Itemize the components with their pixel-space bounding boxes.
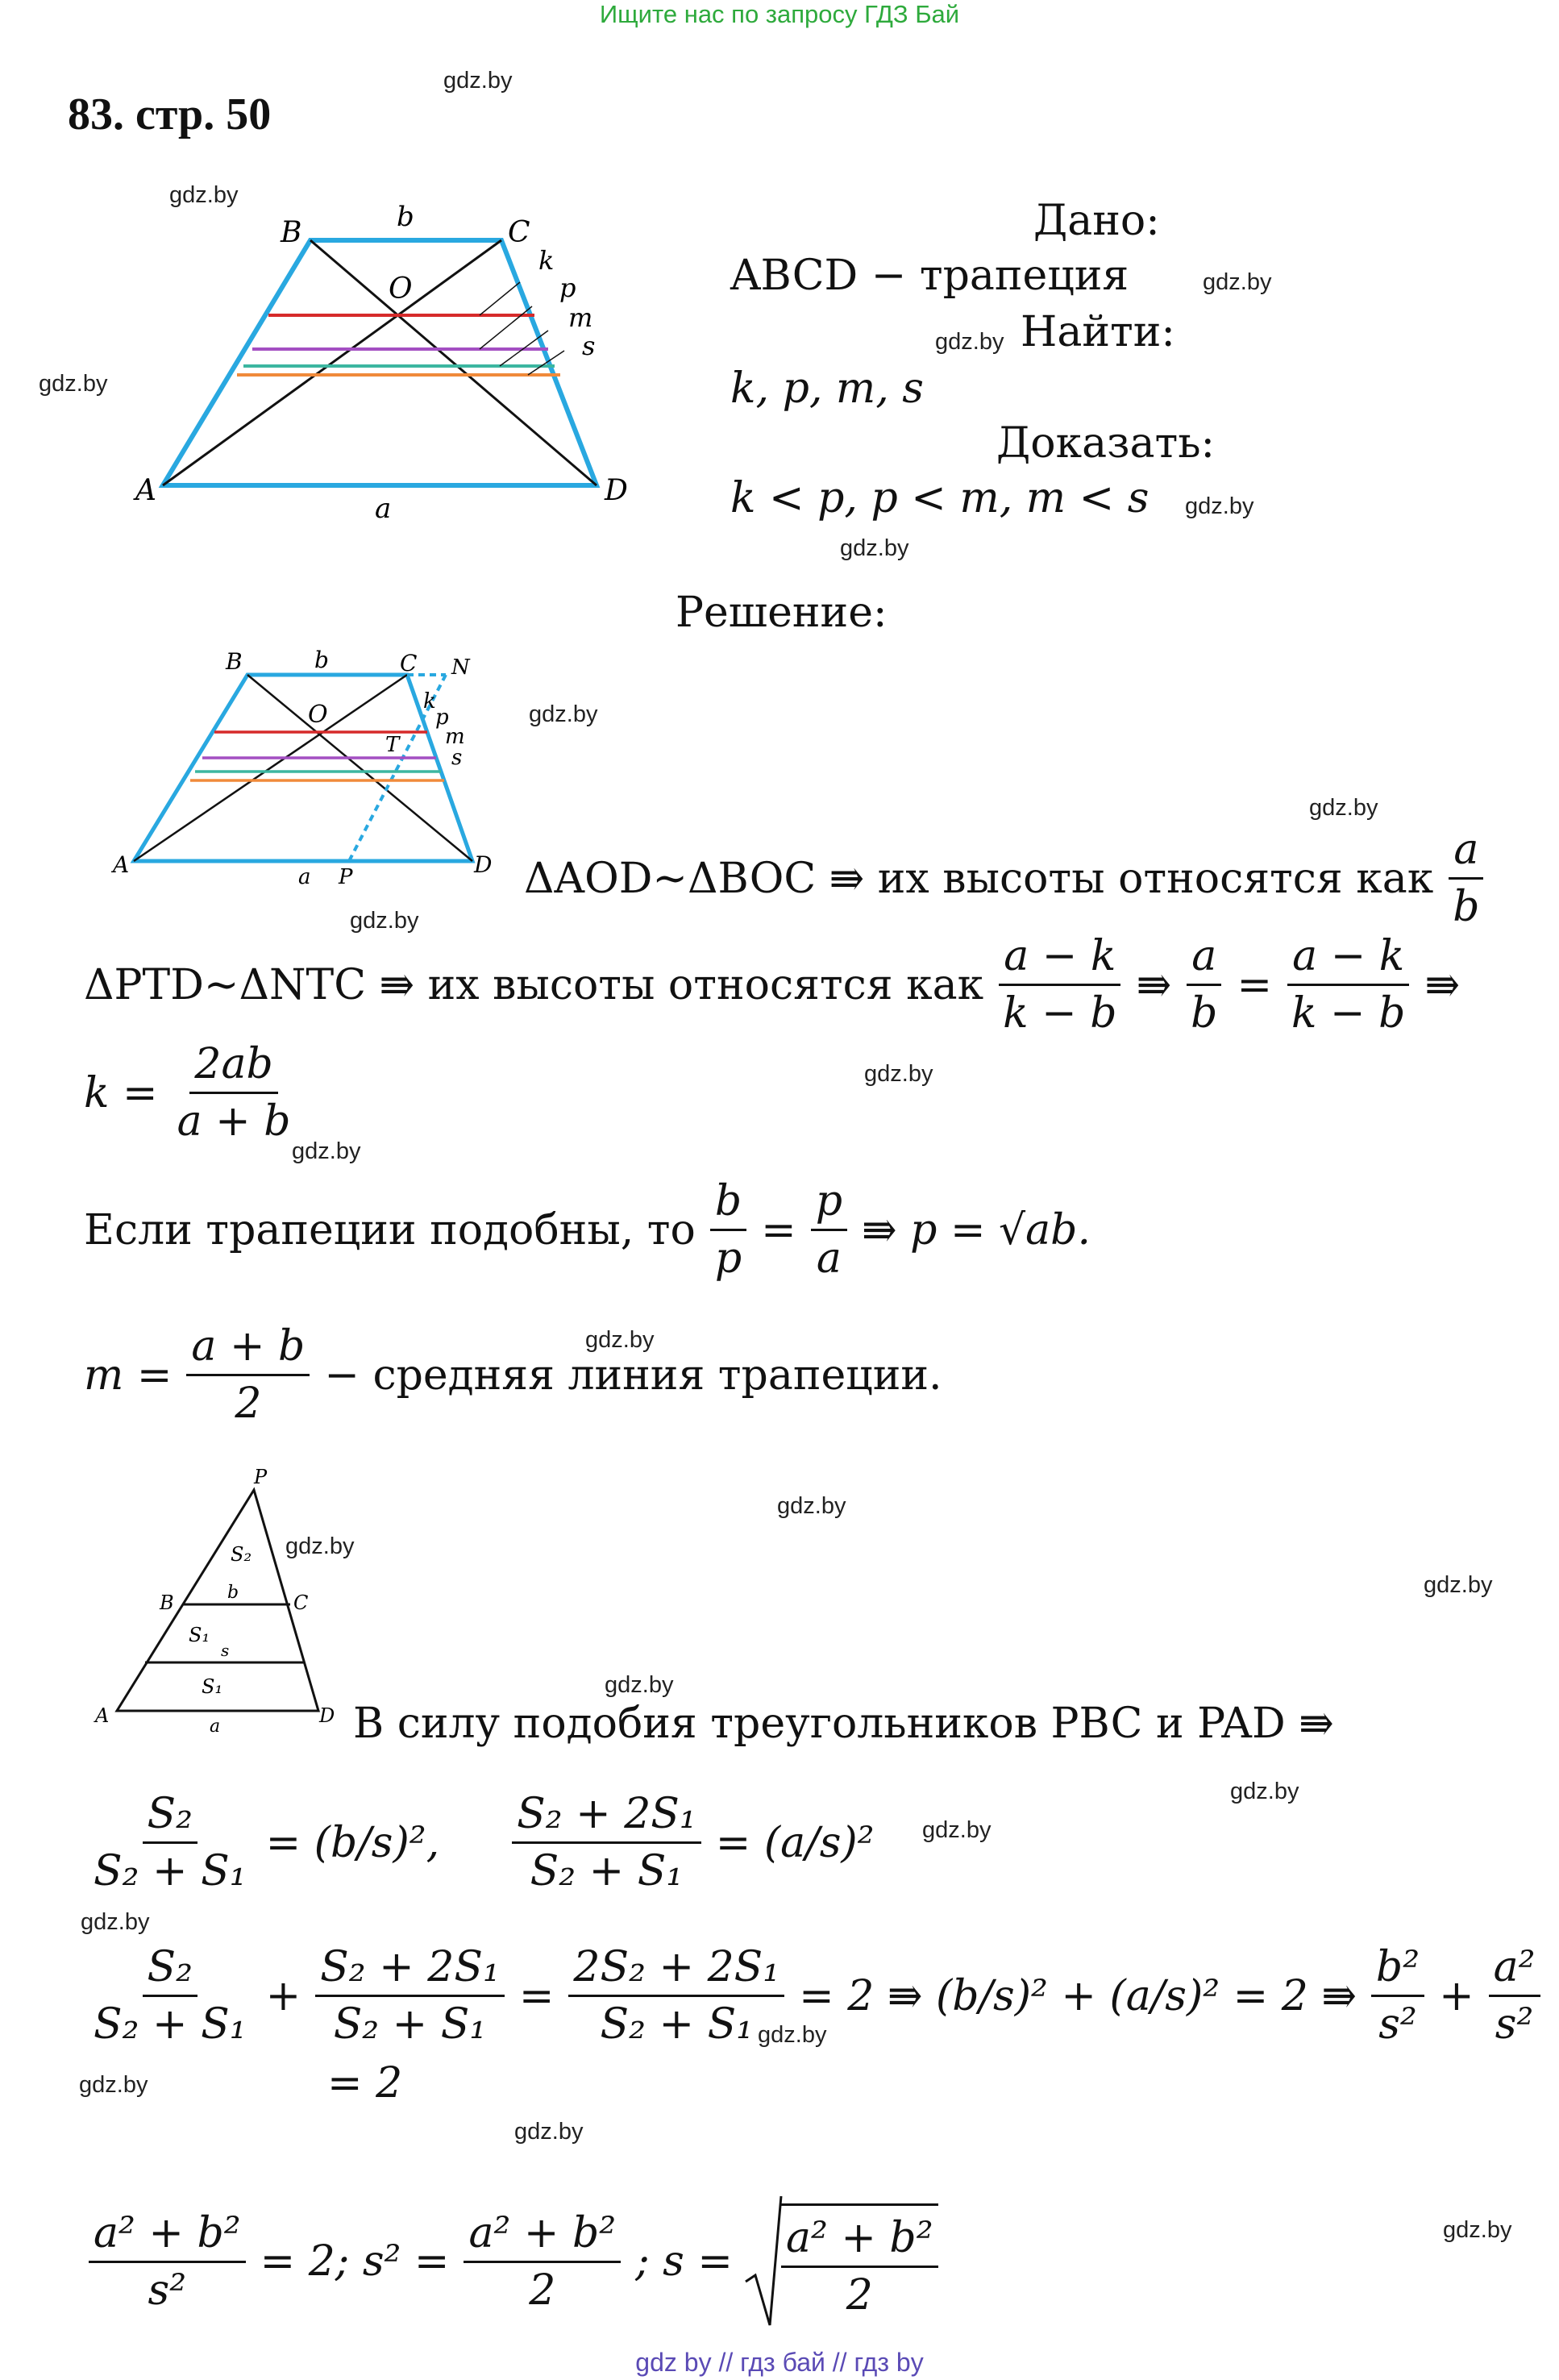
label-D: D [474,851,493,878]
watermark: gdz.by [758,2022,827,2048]
line-triangle-similarity: В силу подобия треугольников PBC и PAD ⇛ [353,1700,1334,1748]
label-C: C [293,1592,309,1614]
watermark: gdz.by [350,908,419,934]
label-k: k [423,689,436,714]
sqrt-expression: $\frac{\text{a² + b²}}{2}$ [742,2193,943,2330]
watermark: gdz.by [585,1327,655,1353]
label-D: D [319,1704,335,1727]
label-s: s [221,1641,230,1660]
label-a: a [210,1716,221,1737]
line-m-formula: m = $\frac{a + b}{2}$ − средняя линия трапеции. [84,1322,942,1428]
label-O: O [389,273,413,306]
label-m: m [445,725,465,749]
watermark: gdz.by [443,68,513,94]
watermark: gdz.by [39,371,108,397]
label-N: N [451,655,470,680]
line-p-formula: Если трапеции подобны, то $\frac{b}{p}$ = $\frac{p}{a}$ ⇛ p = √ab. [84,1177,1091,1283]
label-T: T [385,733,400,757]
label-s: s [582,331,596,361]
watermark: gdz.by [777,1493,846,1519]
line-area-sum: $\frac{\text{S₂}}{\text{S₂ + S₁}}$ + $\frac{\text{S₂ + 2S₁}}{\text{S₂ + S₁}}$ = $\frac{\text{2S₂ + 2S₁}}{\text{S₂ + S₁}}$ = 2 ⇛ (b/s)² + (a/s)² = 2 ⇛ $\frac{\text{b²}}{\text{s²}}$ + $\frac{\text{a²}}{\text{s²}}$ [84,1943,1545,2049]
watermark: gdz.by [605,1672,674,1698]
label-C: C [400,650,418,676]
label-P: P [254,1466,268,1488]
given-title: Дано: [1033,197,1160,245]
given-line: ABCD − трапеция [730,252,1129,300]
label-S2: S₂ [231,1543,252,1566]
label-B: B [226,648,243,675]
watermark: gdz.by [79,2072,148,2098]
problem-heading: 83. стр. 50 [68,89,272,139]
footer-links: gdz by // гдз бай // гдз by [635,2348,924,2377]
watermark: gdz.by [1309,795,1378,821]
trapezoid-auxiliary-figure [97,645,548,903]
watermark: gdz.by [935,329,1004,355]
label-p: p [559,273,576,303]
line-equals-two: = 2 [327,2059,403,2107]
watermark: gdz.by [1443,2217,1512,2243]
watermark: gdz.by [1230,1779,1299,1804]
watermark: gdz.by [1424,1572,1493,1598]
label-B: B [160,1592,174,1614]
watermark: gdz.by [1203,269,1272,295]
label-a: a [375,493,392,524]
label-S1-lower: S₁ [202,1675,223,1698]
sqrt-sign [742,2193,783,2330]
watermark: gdz.by [529,701,598,727]
label-A: A [135,474,156,507]
watermark: gdz.by [864,1061,933,1087]
label-S1-upper: S₁ [189,1624,210,1646]
label-s: s [451,746,463,770]
find-title: Найти: [1021,308,1175,356]
label-A: A [95,1704,110,1727]
label-m: m [568,302,593,333]
find-line: k, p, m, s [730,364,924,413]
line-s-formula: $\frac{\text{a² + b²}}{\text{s²}}$ = 2; s² = $\frac{\text{a² + b²}}{2}$ ; s = $\frac{\text{a² + b²}}{2}$ [84,2193,943,2330]
watermark: gdz.by [285,1533,355,1559]
line-similarity-1: ΔAOD~ΔBOC ⇛ их высоты относятся как $\frac{a}{b}$ [524,826,1490,931]
trapezoid-figure [121,202,645,524]
watermark: gdz.by [169,182,239,208]
watermark: gdz.by [81,1909,150,1935]
prove-line: k < p, p < m, m < s [730,474,1150,522]
label-A: A [113,851,130,878]
label-P: P [339,865,353,889]
solution-title: Решение: [676,589,888,637]
line-k-formula: k = $\frac{2ab}{a + b}$ [84,1040,291,1146]
label-b: b [314,647,329,673]
label-C: C [508,216,530,249]
label-a: a [298,865,311,889]
label-O: O [308,701,328,729]
top-banner: Ищите нас по запросу ГДЗ Бай [599,0,960,28]
label-b: b [397,202,414,233]
watermark: gdz.by [514,2119,584,2145]
label-D: D [605,474,628,507]
line-similarity-2: ΔPTD~ΔNTC ⇛ их высоты относятся как $\frac{a - k}{k - b}$ ⇛ $\frac{a}{b}$ = $\frac{a - k}{k - b}$ ⇛ [84,932,1461,1038]
triangle-figure [89,1459,363,1750]
watermark: gdz.by [1185,493,1254,519]
prove-title: Доказать: [996,419,1216,468]
label-b: b [227,1583,239,1603]
label-k: k [538,245,555,276]
watermark: gdz.by [292,1138,361,1164]
watermark: gdz.by [922,1817,992,1843]
label-B: B [281,216,302,249]
line-area-ratios: $\frac{\text{S₂}}{\text{S₂ + S₁}}$ = (b/s)², $\frac{\text{S₂ + 2S₁}}{\text{S₂ + S₁}}$ = (a/s)² [94,1790,875,1895]
label-p: p [435,705,449,730]
watermark: gdz.by [840,535,909,561]
